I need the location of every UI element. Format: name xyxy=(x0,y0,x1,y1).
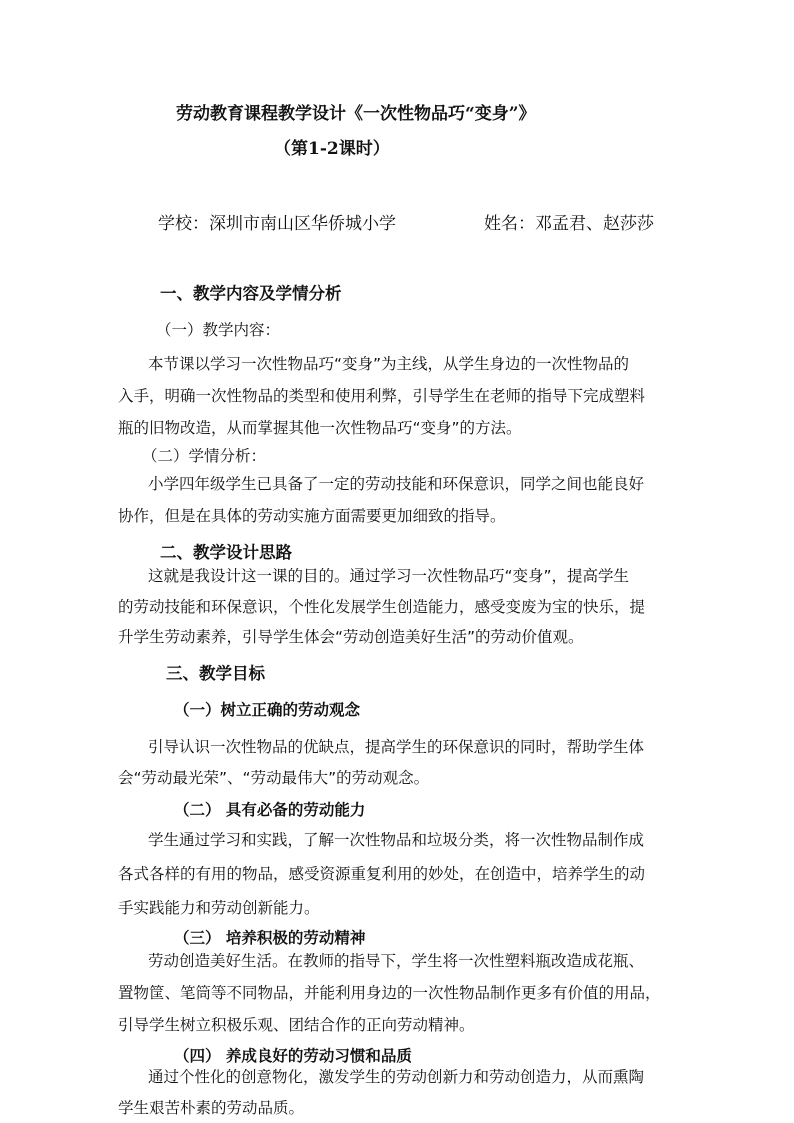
paragraph-line: 协作，但是在具体的劳动实施方面需要更加细致的指导。 xyxy=(118,507,506,525)
paragraph-line: 置物筐、笔筒等不同物品，并能利用身边的一次性物品制作更多有价值的用品， xyxy=(118,984,661,1002)
paragraph-line: 这就是我设计这一课的目的。通过学习一次性物品巧“变身”，提高学生 xyxy=(148,567,630,585)
paragraph-line: 各式各样的有用的物品，感受资源重复利用的妙处，在创造中，培养学生的动 xyxy=(118,865,646,883)
goal-2-title: （二） 具有必备的劳动能力 xyxy=(174,800,366,819)
goal-4-title: （四） 养成良好的劳动习惯和品质 xyxy=(174,1046,412,1065)
paragraph-line: 引导认识一次性物品的优缺点，提高学生的环保意识的同时，帮助学生体 xyxy=(148,738,645,756)
paragraph-line: 劳动创造美好生活。在教师的指导下，学生将一次性塑料瓶改造成花瓶、 xyxy=(148,952,645,970)
section-heading-3: 三、教学目标 xyxy=(166,664,265,683)
paragraph-line: 手实践能力和劳动创新能力。 xyxy=(118,899,320,917)
subheading-content: （一）教学内容： xyxy=(156,321,281,339)
goal-3-title: （三） 培养积极的劳动精神 xyxy=(174,928,366,947)
goal-1-title: （一）树立正确的劳动观念 xyxy=(174,700,361,719)
paragraph-line: 引导学生树立积极乐观、团结合作的正向劳动精神。 xyxy=(118,1016,475,1034)
section-heading-1: 一、教学内容及学情分析 xyxy=(160,284,342,303)
author-names: 姓名：邓孟君、赵莎莎 xyxy=(484,214,654,234)
paragraph-line: 会“劳动最光荣”、“劳动最伟大”的劳动观念。 xyxy=(118,769,430,787)
paragraph-line: 学生通过学习和实践，了解一次性物品和垃圾分类，将一次性物品制作成 xyxy=(148,831,645,849)
paragraph-line: 本节课以学习一次性物品巧“变身”为主线，从学生身边的一次性物品的 xyxy=(148,355,630,373)
paragraph-line: 瓶的旧物改造，从而掌握其他一次性物品巧“变身”的方法。 xyxy=(118,419,522,437)
paragraph-line: 小学四年级学生已具备了一定的劳动技能和环保意识，同学之间也能良好 xyxy=(148,475,645,493)
paragraph-line: 入手，明确一次性物品的类型和使用利弊，引导学生在老师的指导下完成塑料 xyxy=(118,387,646,405)
document-title: 劳动教育课程教学设计《一次性物品巧“变身”》 xyxy=(176,104,536,124)
document-subtitle: （第1-2课时） xyxy=(274,139,390,159)
subheading-analysis: （二）学情分析： xyxy=(142,447,267,465)
school-info: 学校：深圳市南山区华侨城小学 xyxy=(158,214,396,234)
section-heading-2: 二、教学设计思路 xyxy=(160,543,292,562)
paragraph-line: 学生艰苦朴素的劳动品质。 xyxy=(118,1099,305,1117)
paragraph-line: 的劳动技能和环保意识，个性化发展学生创造能力，感受变废为宝的快乐，提 xyxy=(118,598,646,616)
paragraph-line: 通过个性化的创意物化，激发学生的劳动创新力和劳动创造力，从而熏陶 xyxy=(148,1068,645,1086)
paragraph-line: 升学生劳动素养，引导学生体会“劳动创造美好生活”的劳动价值观。 xyxy=(118,628,584,646)
